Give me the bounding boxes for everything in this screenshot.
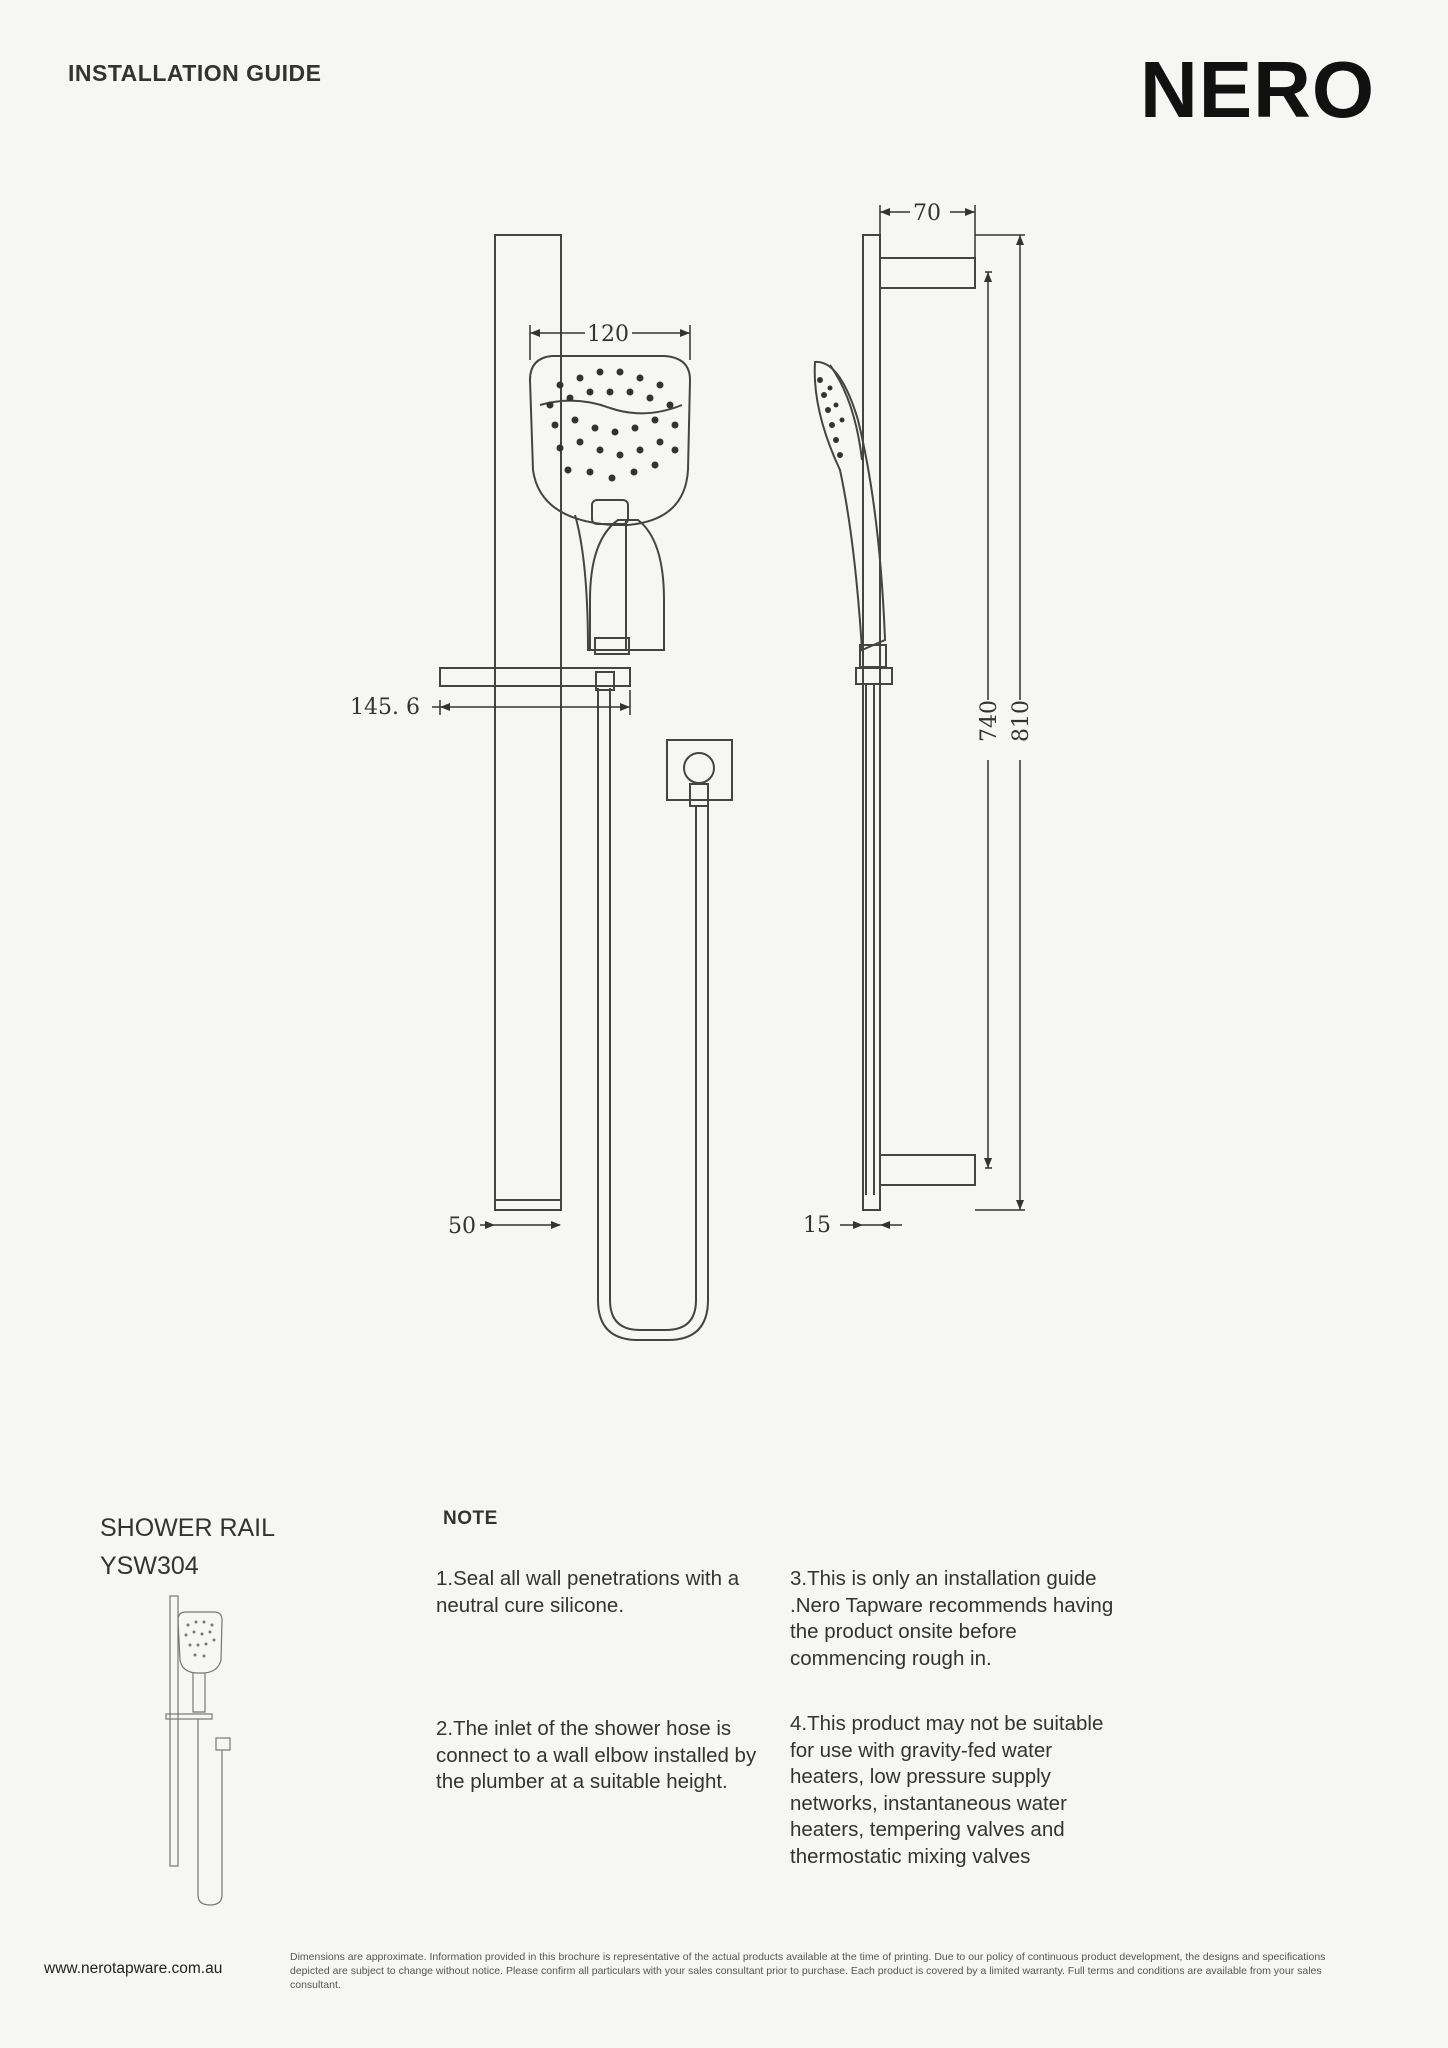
top-bracket xyxy=(880,258,975,288)
shower-hose xyxy=(598,688,708,1340)
note-item-4: 4.This product may not be suitable for use with gravity-fed water heaters, low pressure supply networks, instantaneous water heaters, tempering valves and thermostatic mixing valves xyxy=(790,1712,1104,1868)
note-heading: NOTE xyxy=(443,1508,498,1529)
dim-rail-width: 50 xyxy=(448,1214,476,1239)
guide-title: INSTALLATION GUIDE xyxy=(68,60,322,86)
bottom-bracket xyxy=(880,1155,975,1185)
note-item-3: 3.This is only an installation guide .Nero Tapware recommends having the product onsite before commencing rough in. xyxy=(790,1567,1114,1670)
product-code: YSW304 xyxy=(100,1552,199,1580)
side-view xyxy=(815,235,975,1210)
disclaimer-text: Dimensions are approximate. Information provided in this brochure is representative of the actual products available at the time of printing. Due to our policy of continuous product development, the designs and specifications depicted are subject to change without notice. Please confirm all particulars with your sales consultant prior to purchase. Each product is covered by a limited warranty. Full terms and conditions are available from your sales consultant. xyxy=(290,1951,1326,1991)
slider-arm xyxy=(440,668,630,686)
dim-rail-depth: 15 xyxy=(803,1213,831,1238)
website-link[interactable]: www.nerotapware.com.au xyxy=(44,1960,223,1977)
product-name: SHOWER RAIL xyxy=(100,1514,276,1542)
spray-nozzles xyxy=(547,369,679,482)
dim-arm-depth: 145. 6 xyxy=(350,695,420,720)
dimension-lines xyxy=(432,205,1025,1225)
dim-head-width: 120 xyxy=(587,322,629,347)
brand-logo: NERO xyxy=(1140,45,1376,134)
wall-elbow xyxy=(667,740,732,800)
product-thumbnail xyxy=(166,1596,230,1905)
note-item-2: 2.The inlet of the shower hose is connect to a wall elbow installed by the plumber at a suitable height. xyxy=(436,1717,757,1793)
note-item-1: 1.Seal all wall penetrations with a neutral cure silicone. xyxy=(436,1567,740,1617)
dim-bracket-spacing: 740 xyxy=(977,700,1002,742)
dim-overall-length: 810 xyxy=(1009,700,1034,742)
front-rail xyxy=(495,235,561,1210)
dim-bracket-depth: 70 xyxy=(913,201,941,226)
